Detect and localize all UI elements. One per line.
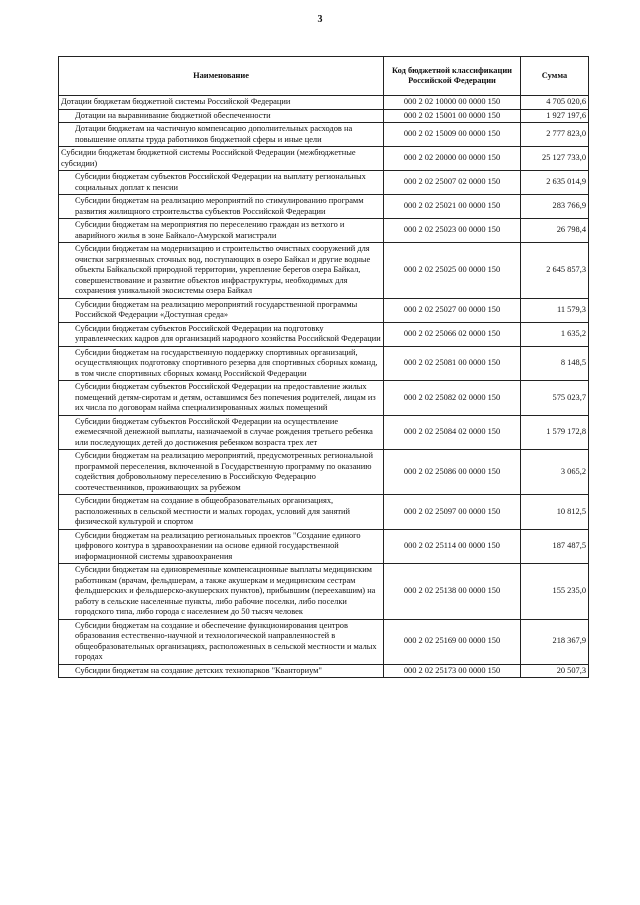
row-sum: 1 927 197,6 bbox=[521, 109, 589, 123]
table-row bbox=[59, 619, 589, 664]
row-code: 000 2 02 25082 02 0000 150 bbox=[384, 381, 521, 416]
row-code: 000 2 02 25138 00 0000 150 bbox=[384, 564, 521, 620]
row-code: 000 2 02 10000 00 0000 150 bbox=[384, 96, 521, 110]
table-row bbox=[59, 171, 589, 195]
row-name: Субсидии бюджетам на реализацию мероприятий по стимулированию программ развития жилищного строительства субъектов Российской Федерации bbox=[59, 195, 384, 219]
row-code: 000 2 02 25084 02 0000 150 bbox=[384, 415, 521, 450]
table-row bbox=[59, 381, 589, 416]
row-name: Субсидии бюджетам субъектов Российской Федерации на осуществление ежемесячной денежной выплаты, назначаемой в случае рождения третьего ребенка или последующих детей до достижения ребенком возраста трех лет bbox=[59, 415, 384, 450]
table-row bbox=[59, 109, 589, 123]
header-name: Наименование bbox=[59, 57, 384, 96]
table-body bbox=[59, 96, 589, 678]
header-sum: Сумма bbox=[521, 57, 589, 96]
row-sum: 283 766,9 bbox=[521, 195, 589, 219]
row-sum: 26 798,4 bbox=[521, 219, 589, 243]
row-sum: 155 235,0 bbox=[521, 564, 589, 620]
row-sum: 2 645 857,3 bbox=[521, 243, 589, 299]
row-sum: 3 065,2 bbox=[521, 450, 589, 495]
row-name: Субсидии бюджетам на реализацию региональных проектов "Создание единого цифрового контура в здравоохранении на основе единой государственной информационной системы здравоохранения bbox=[59, 529, 384, 564]
row-name: Дотации бюджетам бюджетной системы Российской Федерации bbox=[59, 96, 384, 110]
row-sum: 20 507,3 bbox=[521, 664, 589, 678]
row-name: Субсидии бюджетам на создание детских технопарков "Кванториум" bbox=[59, 664, 384, 678]
row-code: 000 2 02 25086 00 0000 150 bbox=[384, 450, 521, 495]
row-code: 000 2 02 15001 00 0000 150 bbox=[384, 109, 521, 123]
row-code: 000 2 02 25081 00 0000 150 bbox=[384, 346, 521, 381]
row-name: Субсидии бюджетам на мероприятия по переселению граждан из ветхого и аварийного жилья в зоне Байкало-Амурской магистрали bbox=[59, 219, 384, 243]
row-sum: 218 367,9 bbox=[521, 619, 589, 664]
row-code: 000 2 02 25027 00 0000 150 bbox=[384, 298, 521, 322]
row-name: Субсидии бюджетам на реализацию мероприятий, предусмотренных региональной программой переселения, включенной в Государственную программу по оказанию содействия добровольному переселению в Российскую Федерацию соотечественников, проживающих за рубежом bbox=[59, 450, 384, 495]
row-name: Субсидии бюджетам на государственную поддержку спортивных организаций, осуществляющих подготовку спортивного резерва для спортивных сборных команд, в том числе спортивных сборных команд Российской Федерации bbox=[59, 346, 384, 381]
row-sum: 2 777 823,0 bbox=[521, 123, 589, 147]
table-row bbox=[59, 415, 589, 450]
row-code: 000 2 02 25066 02 0000 150 bbox=[384, 322, 521, 346]
table-row bbox=[59, 243, 589, 299]
row-code: 000 2 02 20000 00 0000 150 bbox=[384, 147, 521, 171]
table-row bbox=[59, 147, 589, 171]
row-code: 000 2 02 25023 00 0000 150 bbox=[384, 219, 521, 243]
row-sum: 2 635 014,9 bbox=[521, 171, 589, 195]
table-row bbox=[59, 346, 589, 381]
row-sum: 187 487,5 bbox=[521, 529, 589, 564]
row-sum: 8 148,5 bbox=[521, 346, 589, 381]
row-name: Субсидии бюджетам бюджетной системы Российской Федерации (межбюджетные субсидии) bbox=[59, 147, 384, 171]
row-name: Субсидии бюджетам на реализацию мероприятий государственной программы Российской Федерации «Доступная среда» bbox=[59, 298, 384, 322]
row-name: Субсидии бюджетам субъектов Российской Федерации на подготовку управленческих кадров для организаций народного хозяйства Российской Федерации bbox=[59, 322, 384, 346]
row-code: 000 2 02 25169 00 0000 150 bbox=[384, 619, 521, 664]
budget-table bbox=[58, 56, 589, 678]
table-row bbox=[59, 219, 589, 243]
table-row bbox=[59, 123, 589, 147]
row-name: Субсидии бюджетам на создание в общеобразовательных организациях, расположенных в сельской местности и малых городах, условий для занятий физической культурой и спортом bbox=[59, 495, 384, 530]
row-sum: 10 812,5 bbox=[521, 495, 589, 530]
row-sum: 1 635,2 bbox=[521, 322, 589, 346]
row-name: Дотации на выравнивание бюджетной обеспеченности bbox=[59, 109, 384, 123]
page-number: 3 bbox=[317, 14, 323, 25]
row-name: Дотации бюджетам на частичную компенсацию дополнительных расходов на повышение оплаты труда работников бюджетной сферы и иные цели bbox=[59, 123, 384, 147]
row-name: Субсидии бюджетам на создание и обеспечение функционирования центров образования естественно-научной и технологической направленностей в общеобразовательных организациях, расположенных в сельской местности и малых городах bbox=[59, 619, 384, 664]
table-row bbox=[59, 529, 589, 564]
row-sum: 1 579 172,8 bbox=[521, 415, 589, 450]
table-row bbox=[59, 495, 589, 530]
row-name: Субсидии бюджетам субъектов Российской Федерации на предоставление жилых помещений детям-сиротам и детям, оставшимся без попечения родителей, лицам из их числа по договорам найма специализированных жилых помещений bbox=[59, 381, 384, 416]
row-code: 000 2 02 25025 00 0000 150 bbox=[384, 243, 521, 299]
row-code: 000 2 02 25097 00 0000 150 bbox=[384, 495, 521, 530]
row-name: Субсидии бюджетам на модернизацию и строительство очистных сооружений для очистки загрязненных сточных вод, поступающих в озеро Байкал и другие водные объекты Байкальской природной территории, укрепление берегов озера Байкал, совершенствование и развитие объектов инфраструктуры, необходимых для сохранения уникальной экосистемы озера Байкал bbox=[59, 243, 384, 299]
table-row bbox=[59, 298, 589, 322]
row-code: 000 2 02 15009 00 0000 150 bbox=[384, 123, 521, 147]
table-row bbox=[59, 322, 589, 346]
table-row bbox=[59, 450, 589, 495]
row-sum: 25 127 733,0 bbox=[521, 147, 589, 171]
row-sum: 575 023,7 bbox=[521, 381, 589, 416]
table-row bbox=[59, 564, 589, 620]
table-row bbox=[59, 664, 589, 678]
row-code: 000 2 02 25173 00 0000 150 bbox=[384, 664, 521, 678]
row-code: 000 2 02 25021 00 0000 150 bbox=[384, 195, 521, 219]
row-sum: 11 579,3 bbox=[521, 298, 589, 322]
header-code: Код бюджетной классификации Российской Федерации bbox=[384, 57, 521, 96]
row-name: Субсидии бюджетам на единовременные компенсационные выплаты медицинским работникам (врачам, фельдшерам, а также акушеркам и медицинским сестрам фельдшерских и фельдшерско-акушерских пунктов), прибывшим (переехавшим) на работу в сельские населенные пункты, либо рабочие поселки, либо поселки городского типа, либо города с населением до 50 тысяч человек bbox=[59, 564, 384, 620]
table-row bbox=[59, 195, 589, 219]
row-code: 000 2 02 25007 02 0000 150 bbox=[384, 171, 521, 195]
row-code: 000 2 02 25114 00 0000 150 bbox=[384, 529, 521, 564]
table-row bbox=[59, 96, 589, 110]
table-header-row bbox=[59, 57, 589, 96]
row-name: Субсидии бюджетам субъектов Российской Федерации на выплату региональных социальных доплат к пенсии bbox=[59, 171, 384, 195]
row-sum: 4 705 020,6 bbox=[521, 96, 589, 110]
